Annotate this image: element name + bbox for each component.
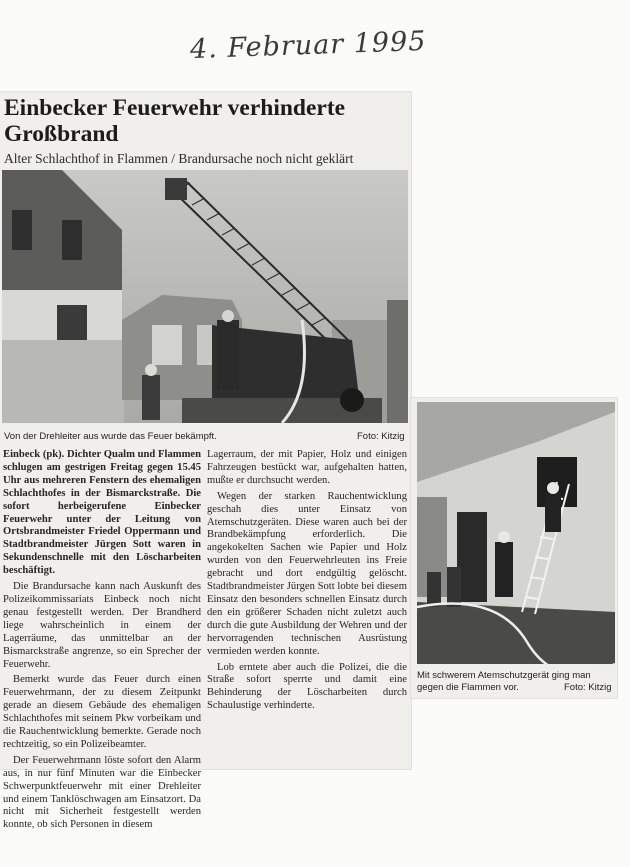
article-paragraph: Lagerraum, der mit Papier, Holz und einigen Fahrzeugen bestückt war, aufgehalten hatten, mußte er durchsucht werden. <box>207 449 407 486</box>
photo-breathing-apparatus-image <box>417 402 615 664</box>
article-paragraph: Bemerkt wurde das Feuer durch einen Feuerwehrmann, der zu diesem Zeitpunkt gerade an diesem Gebäude des ehemaligen Schlachthofes mit seinem Pkw vorbeikam und die Rauchentwicklung bemerkte. Gerade noch rechtzeitig, so ein Polizeibeamter. <box>3 674 201 750</box>
article-paragraph: Lob erntete aber auch die Polizei, die die Straße sofort sperrte und damit eine Behinderung der Löscharbeiten durch Schaulustige verhinderte. <box>207 661 407 712</box>
photo2-credit: Foto: Kitzig <box>564 682 612 693</box>
article-lead-paragraph: Einbeck (pk). Dichter Qualm und Flammen schlugen am gestrigen Freitag gegen 15.45 Uhr aus mehreren Fenstern des ehemaligen Schlachthofes in der Bismarckstraße. Die sofort herbeigerufene Einbecker Feuerwehr unter der Leitung von Ortsbrandmeister Friedel Oppermann und Stadtbrandmeister Jürgen Sott waren in Sekundenschnelle mit den Löscharbeiten beschäftigt. <box>3 449 201 577</box>
headline: Einbecker Feuerwehr verhinderte Großbrand <box>4 95 346 147</box>
photo-ladder-truck <box>2 170 408 423</box>
handwritten-date: 4. Februar 1995 <box>189 25 427 66</box>
photo1-caption: Von der Drehleiter aus wurde das Feuer bekämpft. <box>4 431 217 442</box>
article-paragraph: Wegen der starken Rauchentwicklung geschah dies unter Einsatz von Atemschutzgeräten. Diese waren auch bei der Brandbekämpfung erforderlich. Die angekokelten Sachen wie Papier und Holz wurden von den Feuerwehrleuten ins Freie gebracht und dort endgültig gelöscht. Stadtbrandmeister Jürgen Sott lobte bei diesem Einsatz den besonders schnellen Einsatz durch den ein größerer Schaden nicht zuletzt auch durch die gute Ausbildung der Wehren und der hervorragenden technischen Ausrüstung vermieden werden konnte. <box>207 490 407 657</box>
article-column-1 <box>3 449 201 831</box>
photo-ladder-truck-image <box>2 170 408 423</box>
photo2-caption: Mit schwerem Atemschutzgerät ging man gegen die Flammen vor. <box>417 670 591 693</box>
article-column-2 <box>207 449 407 712</box>
photo-breathing-apparatus <box>417 402 615 664</box>
article-paragraph: Der Feuerwehrmann löste sofort den Alarm aus, in nur fünf Minuten war die Einbecker Schwerpunktfeuerwehr mit einer Drehleiter und einem Tanklöschwagen am Einsatzort. Da nicht mit Sicherheit festgestellt werden konnte, ob sich Personen in diesem <box>3 754 201 831</box>
photo1-credit: Foto: Kitzig <box>357 431 405 442</box>
article-paragraph: Die Brandursache kann nach Auskunft des Polizeikommissariats Einbeck noch nicht genau festgestellt werden. Der Brandherd liege wahrscheinlich in einem der Lagerräume, das unmittelbar an der Bismarckstraße angrenze, so ein Sprecher der Feuerwehr. <box>3 581 201 670</box>
subheadline: Alter Schlachthof in Flammen / Brandursache noch nicht geklärt <box>4 151 354 166</box>
